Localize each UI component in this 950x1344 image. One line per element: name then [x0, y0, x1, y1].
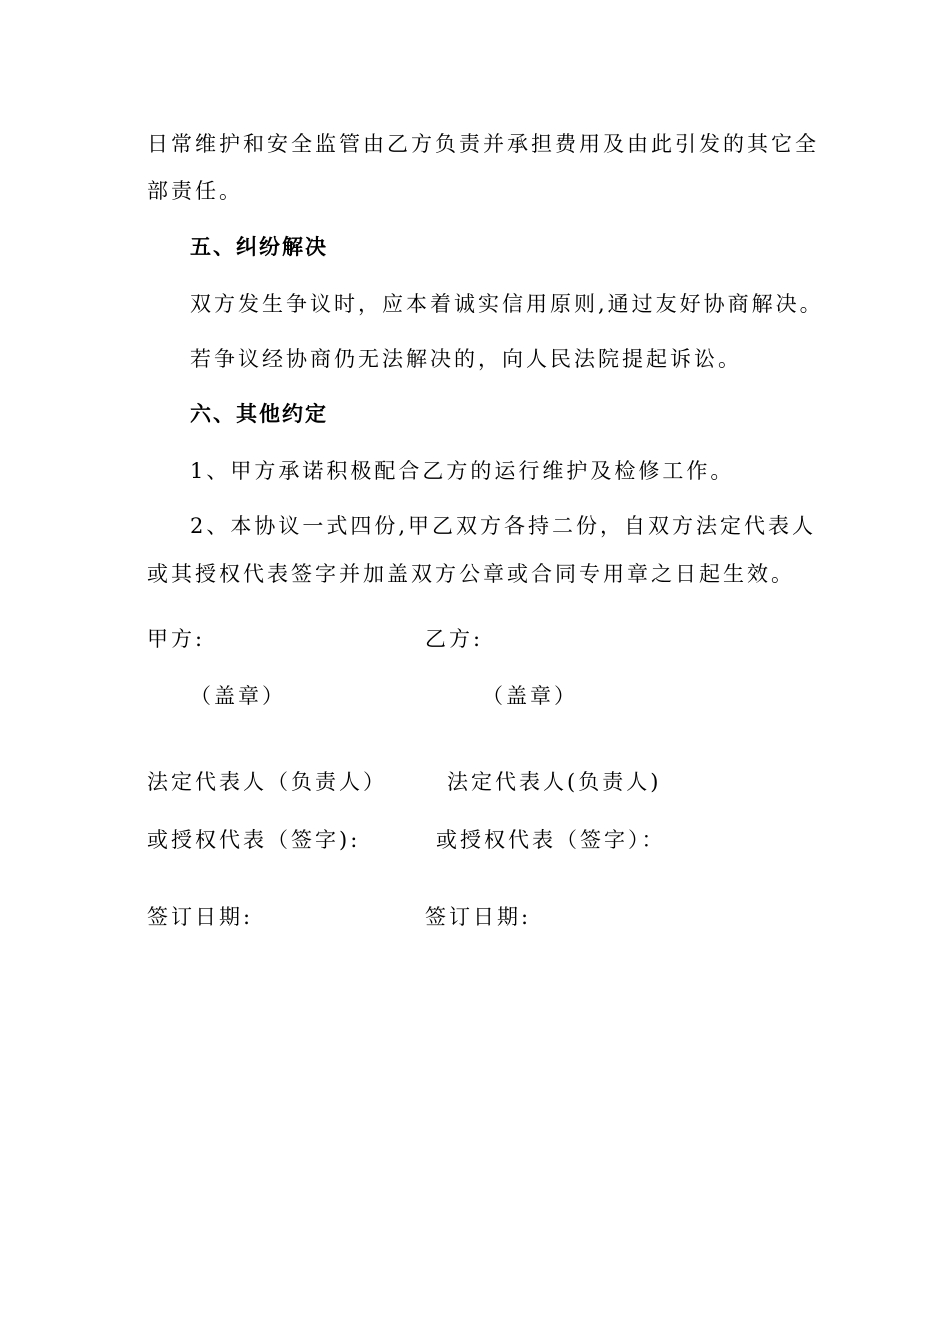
- section-6-item-2-line-2: 或其授权代表签字并加盖双方公章或合同专用章之日起生效。: [147, 562, 795, 586]
- section-5-heading: 五、纠纷解决: [190, 235, 328, 259]
- party-b-label: 乙方:: [425, 627, 484, 651]
- section-6-item-2-line-1: 2、本协议一式四份,甲乙双方各持二份，自双方法定代表人: [190, 514, 817, 538]
- party-b-seal: （盖章）: [482, 684, 578, 708]
- party-a-signing-date: 签订日期:: [147, 905, 254, 929]
- section-5-paragraph-2: 若争议经协商仍无法解决的，向人民法院提起诉讼。: [190, 347, 742, 371]
- party-a-authorized-signature: 或授权代表（签字):: [147, 828, 361, 852]
- party-a-label: 甲方:: [147, 627, 206, 651]
- section-6-item-1: 1、甲方承诺积极配合乙方的运行维护及检修工作。: [190, 459, 735, 483]
- paragraph-continued-line-2: 部责任。: [147, 179, 243, 203]
- section-6-heading: 六、其他约定: [190, 402, 328, 426]
- party-b-authorized-signature: 或授权代表（签字）：: [436, 828, 666, 852]
- party-a-legal-representative: 法定代表人（负责人）: [147, 770, 387, 794]
- party-b-legal-representative: 法定代表人(负责人): [447, 770, 662, 794]
- party-b-signing-date: 签订日期:: [425, 905, 532, 929]
- section-5-paragraph-1: 双方发生争议时，应本着诚实信用原则,通过友好协商解决。: [190, 292, 824, 316]
- paragraph-continued-line-1: 日常维护和安全监管由乙方负责并承担费用及由此引发的其它全: [147, 132, 819, 156]
- party-a-seal: （盖章）: [190, 684, 286, 708]
